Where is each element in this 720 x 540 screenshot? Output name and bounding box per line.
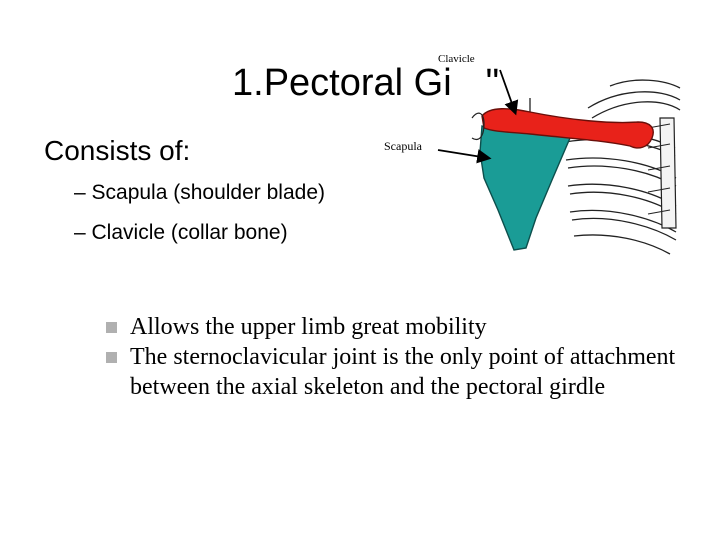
bullet-text: Allows the upper limb great mobility (130, 314, 487, 340)
bullet-list (106, 312, 686, 402)
slide-title-text: 1.Pectoral Gi (232, 62, 452, 104)
bullet-item (106, 342, 686, 402)
slide-title (232, 60, 499, 106)
sub-item-scapula: – Scapula (shoulder blade) (74, 181, 325, 204)
scapula-label: Scapula (384, 139, 422, 153)
consists-of-heading: Consists of: (44, 135, 191, 166)
bullet-text: The sternoclavicular joint is the only point of attachment between the axial skeleton and the pectoral girdle (130, 344, 676, 400)
bullet-square-icon (106, 322, 117, 333)
bullet-item (106, 312, 686, 342)
bullet-square-icon (106, 352, 117, 363)
pectoral-girdle-illustration (470, 78, 682, 256)
sub-item-clavicle: – Clavicle (collar bone) (74, 221, 288, 244)
clavicle-label: Clavicle (438, 53, 475, 65)
